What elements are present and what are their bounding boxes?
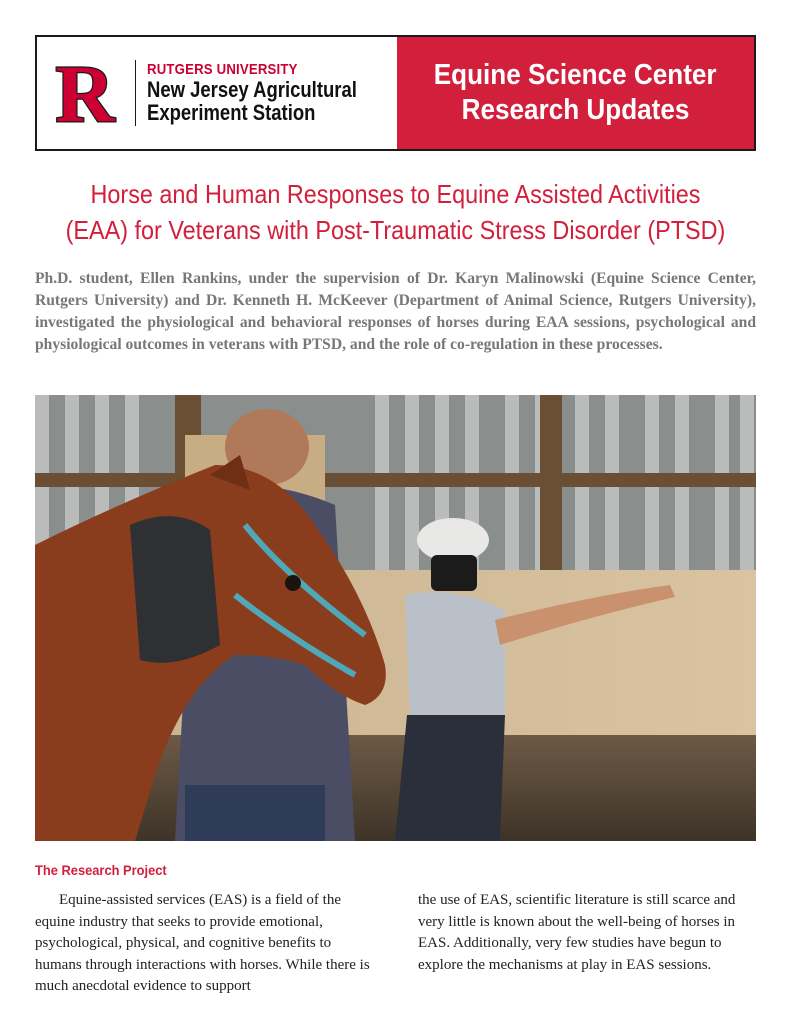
article-photo [35,395,756,841]
rutgers-logo-block [37,37,397,149]
horse-neck-wrap [130,516,220,663]
header-banner [35,35,756,151]
intro-paragraph: Ph.D. student, Ellen Rankins, under the supervision of Dr. Karyn Malinowski (Equine Science Center, Rutgers University) and Dr. Kenneth H. McKeever (Department of Animal Science, Rutgers University), investigated the physiological and behavioral responses of horses during EAA sessions, psychological and physiological outcomes in veterans with PTSD, and the role of co-regulation in these processes. [35,270,756,353]
logo-text [147,62,397,124]
article-title [20,176,771,248]
rutgers-r-logo [47,59,123,127]
publication-name: Research Updates [461,94,690,126]
center-name: Equine Science Center [434,58,717,91]
body-column-left: Equine-assisted services (EAS) is a field of the equine industry that seeks to provide emotional, psychological, physical, and cognitive benefits to humans through interactions with horses. While there is much anecdotal evidence to support [35,892,370,994]
logo-letter: R [55,59,115,127]
university-name: RUTGERS UNIVERSITY [147,61,298,79]
helper-shirt [405,592,505,715]
article-title-line2: (EAA) for Veterans with Post-Traumatic Stress Disorder (PTSD) [65,215,726,245]
station-name-line2: Experiment Station [147,99,316,125]
section-heading: The Research Project [35,862,167,878]
station-name-line1: New Jersey Agricultural [147,76,358,102]
center-banner [397,37,754,149]
article-title-line1: Horse and Human Responses to Equine Assisted Activities [90,179,701,209]
body-column-right: the use of EAS, scientific literature is still scarce and very little is known about the well-being of horses in EAS. Additionally, very few studies have begun to explore the mechanisms at play in EAS sessions. [418,892,736,973]
